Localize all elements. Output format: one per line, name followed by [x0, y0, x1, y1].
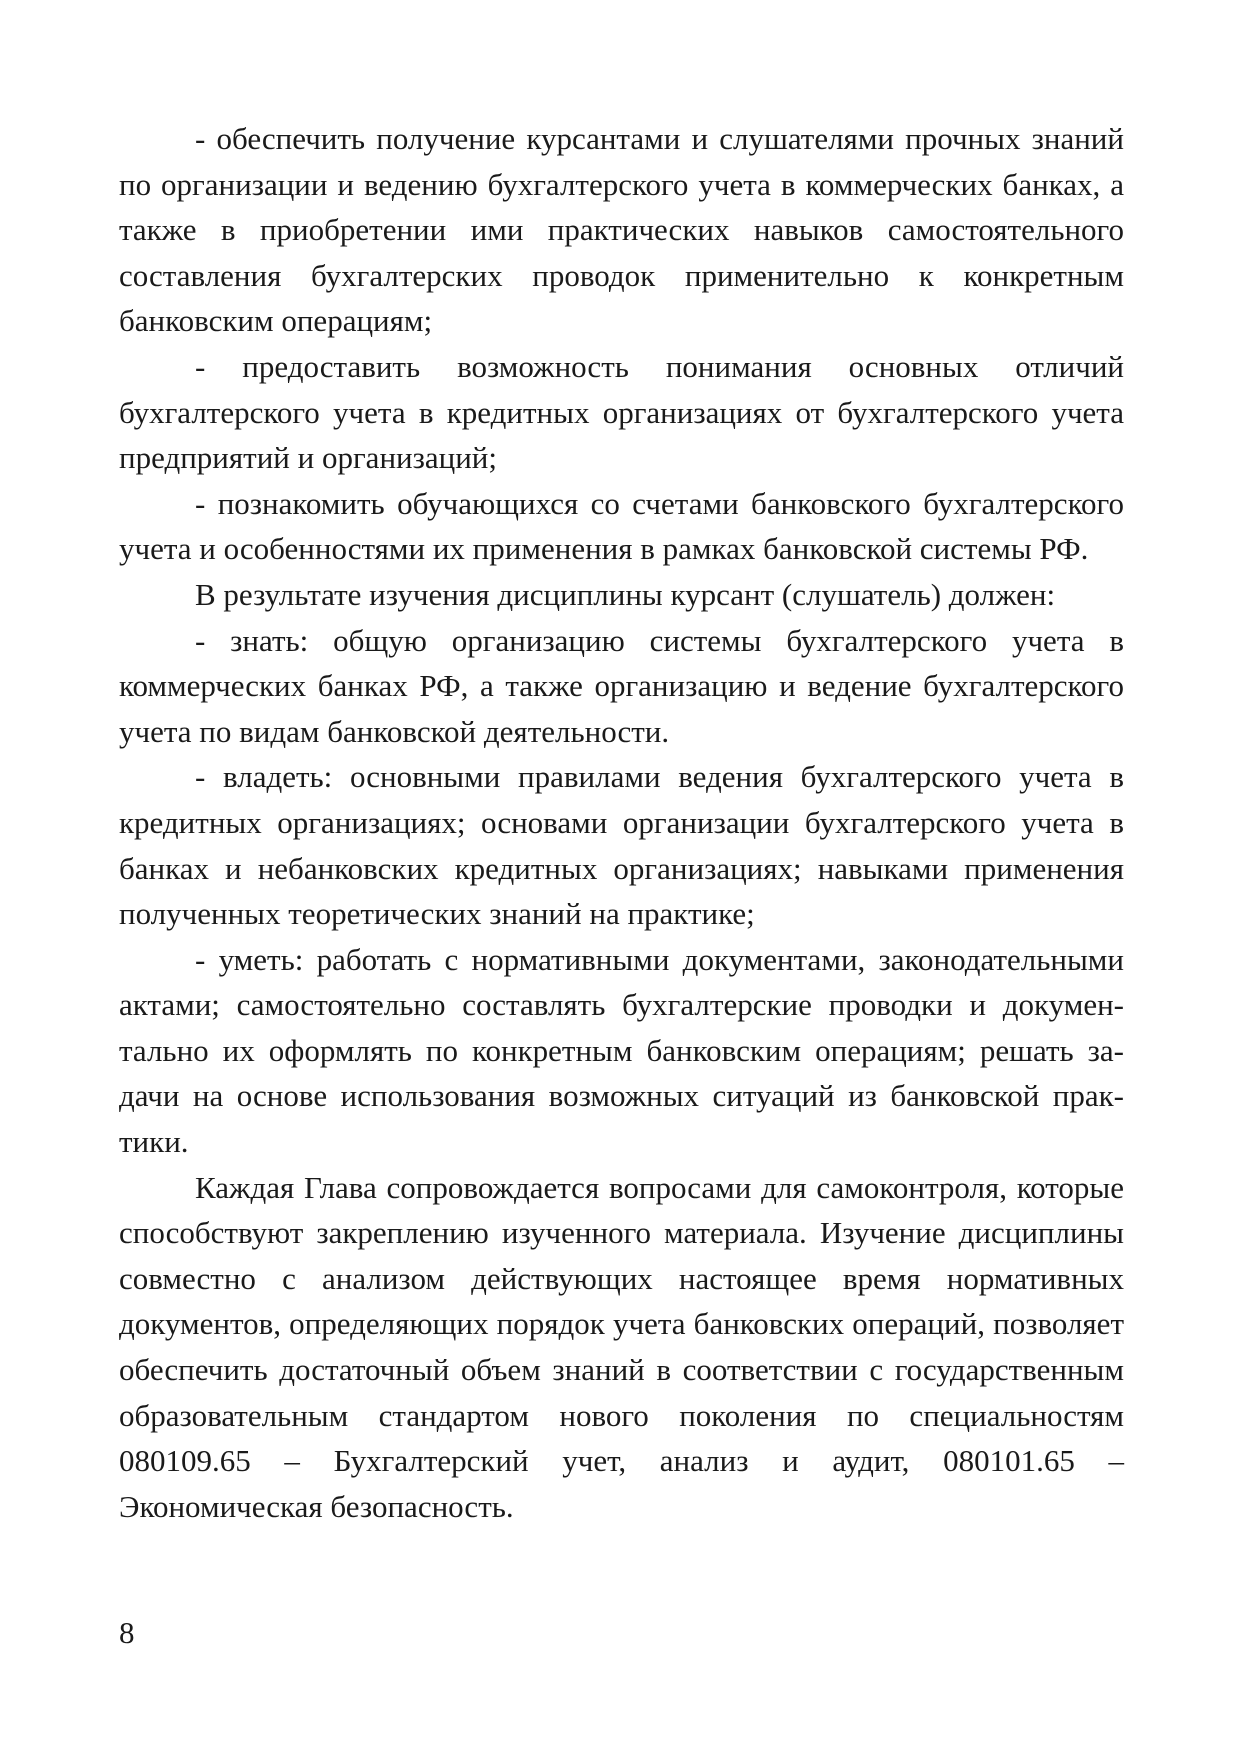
paragraph-goal-accounts: - познакомить обучающихся со счетами банковского бухгалтерского учета и особенностями их применения в рамках банковской системы РФ.: [119, 485, 1124, 567]
paragraph-results-intro: В результате изучения дисциплины курсант (слушатель) должен:: [195, 576, 1056, 612]
paragraph-master: - владеть: основными правилами ведения бухгалтерского учета в кредитных организациях; основами организации бухгалтерского учета в банках и небанковских кредитных организациях; навыками применения полученных теоретических знаний на практике;: [119, 759, 1124, 932]
paragraph-be-able: - уметь: работать с нормативными документами, законодательными актами; самостоятельно составлять бухгалтерские проводки и документально их оформлять по конкретным банковским операциям; решать задачи на основе использования возможных ситуаций из банковской практики.: [119, 941, 1124, 1160]
paragraph-goal-knowledge: - обеспечить получение курсантами и слушателями прочных знаний по организации и ведению бухгалтерского учета в коммерческих банках, а также в приобретении ими практических навыков самостоятельного составления бухгалтерских проводок применительно к конкретным банковским операциям;: [119, 121, 1124, 339]
page-number: 8: [119, 1615, 135, 1650]
paragraph-know: - знать: общую организацию системы бухгалтерского учета в коммерческих банках РФ, а также организацию и ведение бухгалтерского учета по видам банковской деятельности.: [119, 622, 1124, 749]
body-text: [119, 116, 1124, 1529]
paragraph-chapters: Каждая Глава сопровождается вопросами для самоконтроля, которые способствуют закреплению изученного материала. Изучение дисциплины совместно с анализом действующих настоящее время нормативных документов, определяющих порядок учета банковских операций, позволяет обеспечить достаточный объем знаний в соответствии с государственным образовательным стандартом нового поколения по специальностям 080109.65 – Бухгалтерский учет, анализ и аудит, 080101.65 – Экономическая безопасность.: [119, 1169, 1124, 1524]
paragraph-goal-differences: - предоставить возможность понимания основных отличий бухгалтерского учета в кредитных организациях от бухгалтерского учета предприятий и организаций;: [119, 348, 1124, 476]
